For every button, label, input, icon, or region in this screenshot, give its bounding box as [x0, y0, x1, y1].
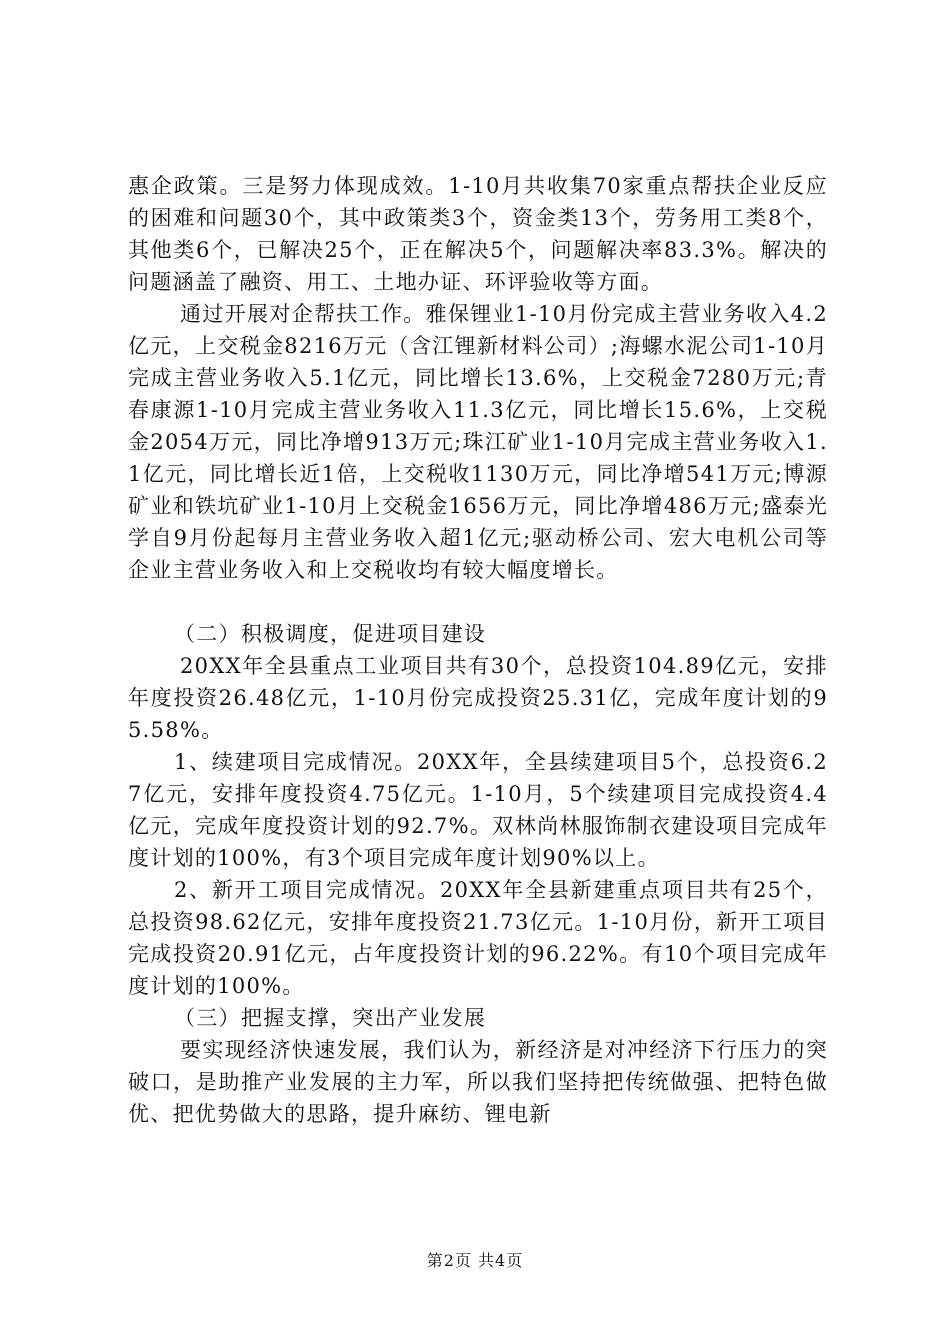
paragraph-enterprise-support: 通过开展对企帮扶工作。雅保锂业1-10月份完成主营业务收入4.2亿元，上交税金8216万元（含江锂新材料公司）;海螺水泥公司1-10月完成主营业务收入5.1亿元，同比增长13.6%，上交税金7280万元;青春康源1-10月完成主营业务收入11.3亿元，同比增长15.6%，上交税金2054万元，同比净增913万元;珠江矿业1-10月完成主营业务收入1.1亿元，同比增长近1倍，上交税收1130万元，同比净增541万元;博源矿业和铁坑矿业1-10月上交税金1656万元，同比净增486万元;盛泰光学自9月份起每月主营业务收入超1亿元;驱动桥公司、宏大电机公司等企业主营业务收入和上交税收均有较大幅度增长。 [128, 302, 828, 582]
paragraph-key-projects: 20XX年全县重点工业项目共有30个，总投资104.89亿元，安排年度投资26.48亿元，1-10月份完成投资25.31亿，完成年度计划的95.58%。 [128, 654, 828, 742]
paragraph-new-projects: 2、新开工项目完成情况。20XX年全县新建重点项目共有25个，总投资98.62亿元，安排年度投资21.73亿元。1-10月份，新开工项目完成投资20.91亿元，占年度投资计划的96.22%。有10个项目完成年度计划的100%。 [128, 878, 828, 998]
page-number-footer: 第2页 共4页 [426, 1251, 524, 1270]
document-body [128, 170, 828, 1130]
section-heading-project-construction: （二）积极调度，促进项目建设 [174, 622, 487, 646]
section-heading-industry-development: （三）把握支撑，突出产业发展 [174, 1006, 487, 1030]
paragraph-continuing-projects: 1、续建项目完成情况。20XX年，全县续建项目5个，总投资6.27亿元，安排年度投资4.75亿元。1-10月，5个续建项目完成投资4.4亿元，完成年度投资计划的92.7%。双林尚林服饰制衣建设项目完成年度计划的100%，有3个项目完成年度计划90%以上。 [128, 750, 828, 870]
paragraph-policy-results: 惠企政策。三是努力体现成效。1-10月共收集70家重点帮扶企业反应的困难和问题30个，其中政策类3个，资金类13个，劳务用工类8个，其他类6个，已解决25个，正在解决5个，问题解决率83.3%。解决的问题涵盖了融资、用工、土地办证、环评验收等方面。 [128, 174, 828, 294]
paragraph-new-economy: 要实现经济快速发展，我们认为，新经济是对冲经济下行压力的突破口，是助推产业发展的主力军，所以我们坚持把传统做强、把特色做优、把优势做大的思路，提升麻纺、锂电新 [128, 1038, 828, 1126]
